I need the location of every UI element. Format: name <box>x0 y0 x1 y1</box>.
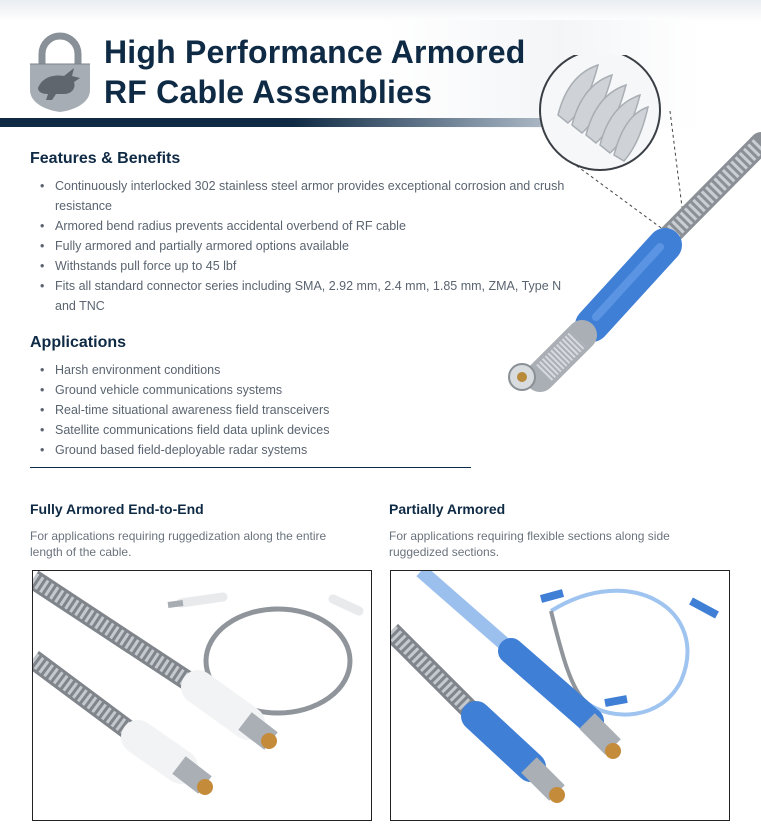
features-list <box>40 176 570 316</box>
applications-heading: Applications <box>30 334 127 351</box>
list-item: • Fits all standard connector series including SMA, 2.92 mm, 2.4 mm, 1.85 mm, ZMA, Type N and TNC <box>40 276 570 316</box>
page-title <box>104 32 526 112</box>
list-item: • Armored bend radius prevents accidental overbend of RF cable <box>40 216 570 236</box>
partially-armored-title: Partially Armored <box>389 501 506 517</box>
partially-armored-cable-photo <box>390 570 730 821</box>
list-item: • Fully armored and partially armored options available <box>40 236 570 256</box>
title-line-2: RF Cable Assemblies <box>104 74 433 110</box>
list-item: • Withstands pull force up to 45 lbf <box>40 256 570 276</box>
applications-list <box>40 360 570 460</box>
list-item: • Ground based field-deployable radar systems <box>40 440 570 460</box>
list-item: • Real-time situational awareness field transceivers <box>40 400 570 420</box>
section-divider <box>30 467 471 468</box>
list-item: • Continuously interlocked 302 stainless steel armor provides exceptional corrosion and crush resistance <box>40 176 570 216</box>
features-heading: Features & Benefits <box>30 150 181 167</box>
fully-armored-description: For applications requiring ruggedization along the entire length of the cable. <box>30 529 327 559</box>
fully-armored-cable-photo <box>32 570 372 821</box>
list-item: • Satellite communications field data uplink devices <box>40 420 570 440</box>
title-line-1: High Performance Armored <box>104 34 526 70</box>
list-item: • Harsh environment conditions <box>40 360 570 380</box>
rhino-padlock-logo-icon <box>24 32 96 112</box>
fully-armored-title: Fully Armored End-to-End <box>30 501 204 517</box>
partially-armored-description: For applications requiring flexible sections along side ruggedized sections. <box>389 529 670 559</box>
list-item: • Ground vehicle communications systems <box>40 380 570 400</box>
top-fade <box>0 0 761 22</box>
